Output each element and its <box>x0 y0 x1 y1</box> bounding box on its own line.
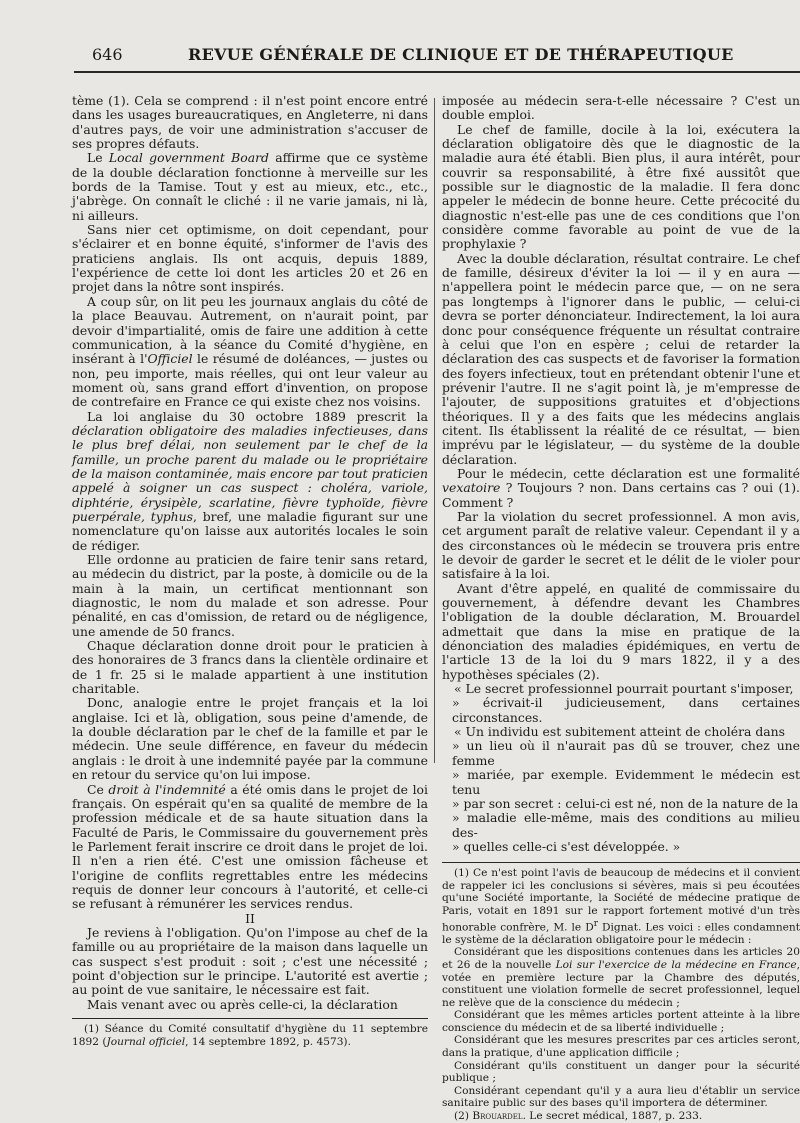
section-number: II <box>245 910 255 926</box>
paragraph <box>442 467 800 510</box>
paragraph <box>72 783 428 912</box>
text-run: le résumé de doléances, — justes ou non, peu importe, mais réelles, qui ont leur valeur au moment où, sans grand effort d'invention, on propose de contrefaire en France ce qui existe chez nos voisins. <box>72 351 428 410</box>
paragraph <box>72 410 428 553</box>
quote-line: » écrivait-il judicieusement, dans certaines circonstances. <box>452 695 800 725</box>
paragraph: Avec la double déclaration, résultat contraire. Le chef de famille, désireux d'éviter la loi — il y en aura — n'appellera point le médecin parce que, — on ne sera pas longtemps à l'ignorer dans le public, — celui-ci devra se porter dénonciateur. Indirectement, la loi aura donc pour conséquence fréquente un résultat contraire à celui que l'on en espère ; celui de retarder la déclaration des cas suspects et de favoriser la formation des foyers infectieux, tout en prétendant obtenir l'une et prévenir l'autre. Il ne s'agit point là, je m'empresse de l'ajouter, de suppositions gratuites et d'objections théoriques. Il y a des faits que les médecins anglais citent. Ils établissent la réalité de ce résultat, — bien imprévu par le législateur, — du système de la double déclaration. <box>442 250 800 467</box>
italic-text: droit à l'indemnité <box>108 781 226 797</box>
footnote: Considérant cependant qu'il y a aura lieu d'établir un service sanitaire public sur des bases qu'il importera de déterminer. <box>442 1084 800 1110</box>
footnote: Considérant que les mesures prescrites par ces articles seront, dans la pratique, d'une application difficile ; <box>442 1034 800 1060</box>
text-run: Le <box>87 150 109 166</box>
footnote <box>442 946 800 1009</box>
footnote <box>442 1110 800 1123</box>
text-run: Considérant que les dispositions contenues dans les articles 20 et 26 de la nouvelle <box>442 946 800 971</box>
text-run: La loi anglaise du 30 octobre 1889 prescrit la <box>87 408 428 424</box>
quote-line: » un lieu où il n'aurait pas dû se trouver, chez une femme <box>452 738 800 768</box>
footnote-rule <box>72 1018 428 1019</box>
text-run: (1) Ce n'est point l'avis de beaucoup de médecins et il convient de rappeler ici les conclusions si sévères, mais si peu écoutées qu'une Société importante, la Société de médecine pratique de Paris, votait en 1891 sur le rapport fortement motivé d'un très honorable confrère, M. le D <box>442 867 800 934</box>
column-separator <box>434 98 435 763</box>
right-column <box>442 93 800 1123</box>
paragraph <box>72 295 428 410</box>
paragraph: Chaque déclaration donne droit pour le praticien à des honoraires de 3 francs dans la clientèle ordinaire et de 1 fr. 25 si le malade appartient à une institution charitable. <box>72 638 428 697</box>
text-run: Dignat. Les voici : elles condamnent le système de la déclaration obligatoire pour le médecin : <box>442 921 800 946</box>
text-run: ? Toujours ? non. Dans certains cas ? oui (1). Comment ? <box>442 480 800 510</box>
text-run: A coup sûr, on lit peu les journaux anglais du côté de la place Beauvau. Autrement, on n'aurait point, par devoir d'impartialité, omis de faire une addition à cette communication, à la séance du Comité d'hygiène, en insérant à l' <box>72 293 428 367</box>
italic-text: déclaration obligatoire des maladies infectieuses, dans le plus bref délai, non seulement par le chef de la famille, un proche parent du malade ou le propriétaire de la maison contaminée, mais encore par tout praticien appelé à soigner un cas suspect : choléra, variole, diphtérie, érysipèle, scarlatine, fièvre typhoïde, fièvre puerpérale, typhus <box>72 422 428 524</box>
text-run: (1) Séance du Comité consultatif d'hygiène du 11 septembre 1892 ( <box>72 1023 428 1048</box>
quote-line: « Le secret professionnel pourrait pourtant s'imposer, <box>454 681 794 697</box>
text-run: , votée en première lecture par la Chambre des députés, constituent une violation formelle de secret professionnel, lequel ne relève que de la conscience du médecin ; <box>442 958 800 1009</box>
text-run: Pour le médecin, cette déclaration est une formalité <box>457 465 800 481</box>
text-run: (2) <box>454 1110 473 1123</box>
italic-text: Loi sur l'exercice de la médecine en France <box>555 958 797 971</box>
italic-text: vexatoire <box>442 480 501 496</box>
italic-text: Journal officiel <box>106 1035 186 1048</box>
text-run: a été omis dans le projet de loi français. On espérait qu'en sa qualité de membre de la profession médicale et de sa haute situation dans la Faculté de Paris, le Commissaire du gouvernement près le Parlement ferait inscrire ce droit dans le projet de loi. Il n'en a rien été. C'est une omission fâcheuse et l'origine de conflits regrettables entre les médecins requis de donner leur concours à l'autorité, et celle-ci se refusant à rémunérer les services rendus. <box>72 781 428 912</box>
quote-line: » maladie elle-même, mais des conditions au milieu des- <box>452 810 800 840</box>
footnotes <box>442 867 800 1122</box>
left-column <box>72 93 428 1048</box>
quote-line: « Un individu est subitement atteint de choléra dans <box>454 724 785 740</box>
italic-text: Local government Board <box>108 150 269 166</box>
author-name: Brouardel <box>472 1110 523 1123</box>
page-header <box>0 45 800 71</box>
text-run: , bref, une maladie figurant sur une nomenclature qu'on laisse aux autorités locales le soin de rédiger. <box>72 508 428 553</box>
quote-line: » mariée, par exemple. Evidemment le médecin est tenu <box>452 767 800 797</box>
text-run: affirme que ce système de la double déclaration fonctionne à merveille sur les bords de la Tamise. Tout y est au mieux, etc., etc., j'abrège. On connaît le cliché : il ne varie jamais, ni là, ni ailleurs. <box>72 150 428 223</box>
paragraph: Le chef de famille, docile à la loi, exécutera la déclaration obligatoire dès que le diagnostic de la maladie aura été établi. Bien plus, il aura intérêt, pour couvrir sa responsabilité, à être fixé aussitôt que possible sur le diagnostic de la maladie. Il fera donc appeler le médecin de bonne heure. Cette précocité du diagnostic n'est-elle pas une de ces conditions que l'on considère comme favorable au point de vue de la prophylaxie ? <box>442 121 800 252</box>
paragraph: Par la violation du secret professionnel. A mon avis, cet argument paraît de relative valeur. Cependant il y a des circonstances où le médecin se trouvera pris entre le devoir de garder le secret et le délit de le violer pour satisfaire à la loi. <box>442 508 800 582</box>
footnote: Considérant que les mêmes articles portent atteinte à la libre conscience du médecin et de sa liberté individuelle ; <box>442 1009 800 1034</box>
text-run: , 14 septembre 1892, p. 4573). <box>185 1035 351 1048</box>
footnote <box>442 867 800 946</box>
paragraph: tème (1). Cela se comprend : il n'est point encore entré dans les usages bureaucratiques, en Angleterre, ni dans d'autres pays, de voir une administration s'accuser de ses propres défauts. <box>72 93 428 152</box>
paragraph: Avant d'être appelé, en qualité de commissaire du gouvernement, à défendre devant les Chambres l'obligation de la double déclaration, M. Brouardel admettait que dans la mise en pratique de la dénonciation des maladies épidémiques, en vertu de l'article 13 de la loi du 9 mars 1822, il y a des hypothèses spéciales (2). <box>442 580 800 682</box>
footnote <box>72 1023 428 1048</box>
footnote-rule <box>442 862 800 863</box>
header-rule <box>74 71 800 73</box>
paragraph: Elle ordonne au praticien de faire tenir sans retard, au médecin du district, par la poste, à domicile ou de la main à la main, un certificat mentionnant son diagnostic, le nom du malade et son adresse. Pour pénalité, en cas d'omission, de retard ou de négligence, une amende de 50 francs. <box>72 552 428 639</box>
paragraph <box>72 151 428 223</box>
superscript: r <box>593 918 598 929</box>
paragraph: Mais venant avec ou après celle-ci, la déclaration <box>87 996 398 1012</box>
quote-line: » par son secret : celui-ci est né, non de la nature de la <box>452 795 799 811</box>
footnote: Considérant qu'ils constituent un danger pour la sécurité publique ; <box>442 1059 800 1085</box>
paragraph: Je reviens à l'obligation. Qu'on l'impose au chef de la famille ou au propriétaire de la maison dans laquelle un cas suspect s'est produit : soit ; c'est une nécessité ; point d'objection sur le principe. L'autorité est avertie ; au point de vue sanitaire, le nécessaire est fait. <box>72 924 428 998</box>
running-title: REVUE GÉNÉRALE DE CLINIQUE ET DE THÉRAPEUTIQUE <box>188 45 734 64</box>
paragraph: Donc, analogie entre le projet français et la loi anglaise. Ici et là, obligation, sous peine d'amende, de la double déclaration par le chef de la famille et par le médecin. Une seule différence, en faveur du médecin anglais : le droit à une indemnité payée par la commune en retour du service qu'on lui impose. <box>72 695 428 783</box>
quote-line: » quelles celle-ci s'est développée. » <box>452 838 681 854</box>
paragraph: imposée au médecin sera-t-elle nécessaire ? C'est un double emploi. <box>442 93 800 123</box>
paragraph: Sans nier cet optimisme, on doit cependant, pour s'éclairer et en bonne équité, s'informer de l'avis des praticiens anglais. Ils ont acquis, depuis 1889, l'expérience de cette loi dont les articles 20 et 26 en projet dans la nôtre sont inspirés. <box>72 222 428 295</box>
text-run: . Le secret médical, 1887, p. 233. <box>522 1110 703 1123</box>
italic-text: Officiel <box>147 351 193 367</box>
text-run: Ce <box>87 781 109 797</box>
page-number: 646 <box>92 45 123 64</box>
